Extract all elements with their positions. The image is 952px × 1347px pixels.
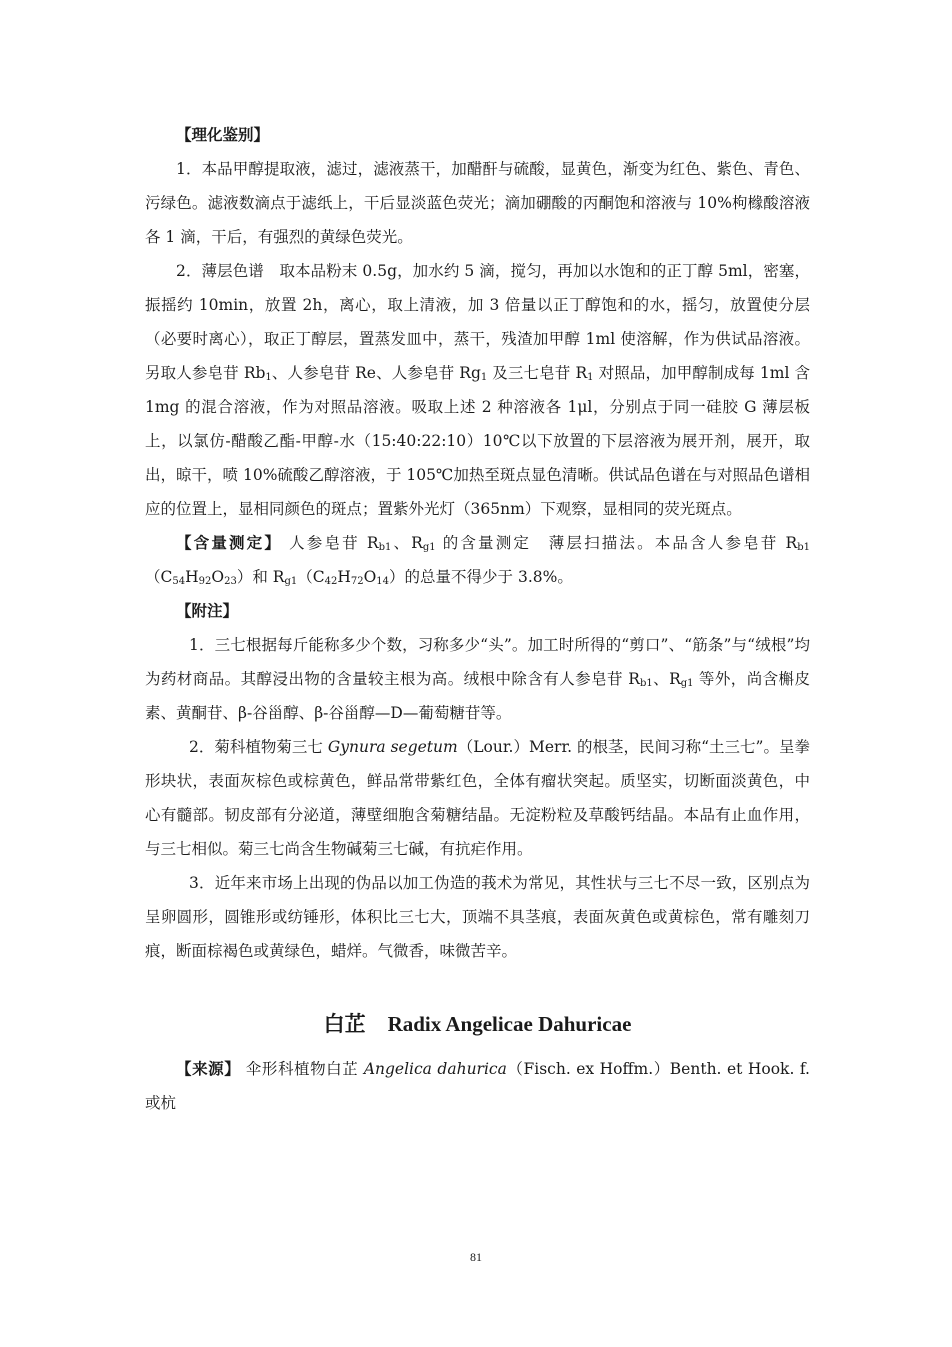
note-item-2: 2．菊科植物菊三七 Gynura segetum（Lour.）Merr. 的根茎，民间习称“土三七”。呈拳形块状，表面灰棕色或棕黄色，鲜品常带紫红色，全体有瘤状突起。质坚实，切断面淡黄色，中心有髓部。韧皮部有分泌道，薄壁细胞含菊糖结晶。无淀粉粒及草酸钙结晶。本品有止血作用，与三七相似。菊三七尚含生物碱菊三七碱，有抗疟作用。 [145,738,811,858]
assay-paragraph: 【含量测定】 人参皂苷 $R_{b1}$、$R_{g1}$ 的含量测定 薄层扫描法。本品含人参皂苷 $R_{b1}(C_{54}H_{92}O_{23})$和 $R_{g1}(C_{42}H_{72}O_{14})$的总量不得少于 3.8%。 [145,533,810,587]
notes-heading: 【附注】 [176,601,239,620]
page-content [145,118,810,1120]
identification-item-1: 1．本品甲醇提取液，滤过，滤液蒸干，加醋酐与硫酸，显黄色，渐变为红色、紫色、青色、污绿色。滤液数滴点于滤纸上，干后显淡蓝色荧光；滴加硼酸的丙酮饱和溶液与 10%枸橼酸溶液各 1 滴，干后，有强烈的黄绿色荧光。 [145,160,810,246]
note-item-1: 1．三七根据每斤能称多少个数，习称多少“头”。加工时所得的“剪口”、“筋条”与“绒根”均为药材商品。其醇浸出物的含量较主根为高。绒根中除含有人参皂苷 $R_{b1}$、$R_{g1}$ 等外，尚含槲皮素、黄酮苷、β-谷甾醇、β-谷甾醇—D—葡萄糖苷等。 [145,636,810,722]
identification-item-2-tlc: 2．薄层色谱 取本品粉末 0.5g，加水约 5 滴，搅匀，再加以水饱和的正丁醇 5ml，密塞，振摇约 10min，放置 2h，离心，取上清液，加 3 倍量以正丁醇饱和的水，摇匀，放置使分层（必要时离心），取正丁醇层，置蒸发皿中，蒸干，残渣加甲醇 1ml 使溶解，作为供试品溶液。另取人参皂苷 $Rb_1$、人参皂苷 Re、人参皂苷 $Rg_1$ 及三七皂苷 $R_1$ 对照品，加甲醇制成每 1ml 含 1mg 的混合溶液，作为对照品溶液。吸取上述 2 种溶液各 1μl，分别点于同一硅胶 G 薄层板上，以氯仿-醋酸乙酯-甲醇-水（15:40:22:10）10℃以下放置的下层溶液为展开剂，展开，取出，晾干，喷 10%硫酸乙醇溶液，于 105℃加热至斑点显色清晰。供试品色谱在与对照品色谱相应的位置上，显相同颜色的斑点；置紫外光灯（365nm）下观察，显相同的荧光斑点。 [145,262,810,518]
source-paragraph: 【来源】 伞形科植物白芷 Angelica dahurica（Fisch. ex Hoffm.）Benth. et Hook. f.或杭 [145,1059,810,1112]
page-number: 81 [470,1250,482,1264]
assay-heading: 【含量测定】 [176,533,283,552]
source-heading: 【来源】 [176,1059,241,1078]
identification-heading: 【理化鉴别】 [176,125,270,144]
monograph-title: 白芷 Radix Angelicae Dahuricae [323,1011,632,1036]
note-item-3: 3．近年来市场上出现的伪品以加工伪造的莪术为常见，其性状与三七不尽一致，区别点为呈卵圆形，圆锥形或纺锤形，体积比三七大，顶端不具茎痕，表面灰黄色或黄棕色，常有雕刻刀痕，断面棕褐色或黄绿色，蜡烊。气微香，味微苦辛。 [145,874,810,960]
